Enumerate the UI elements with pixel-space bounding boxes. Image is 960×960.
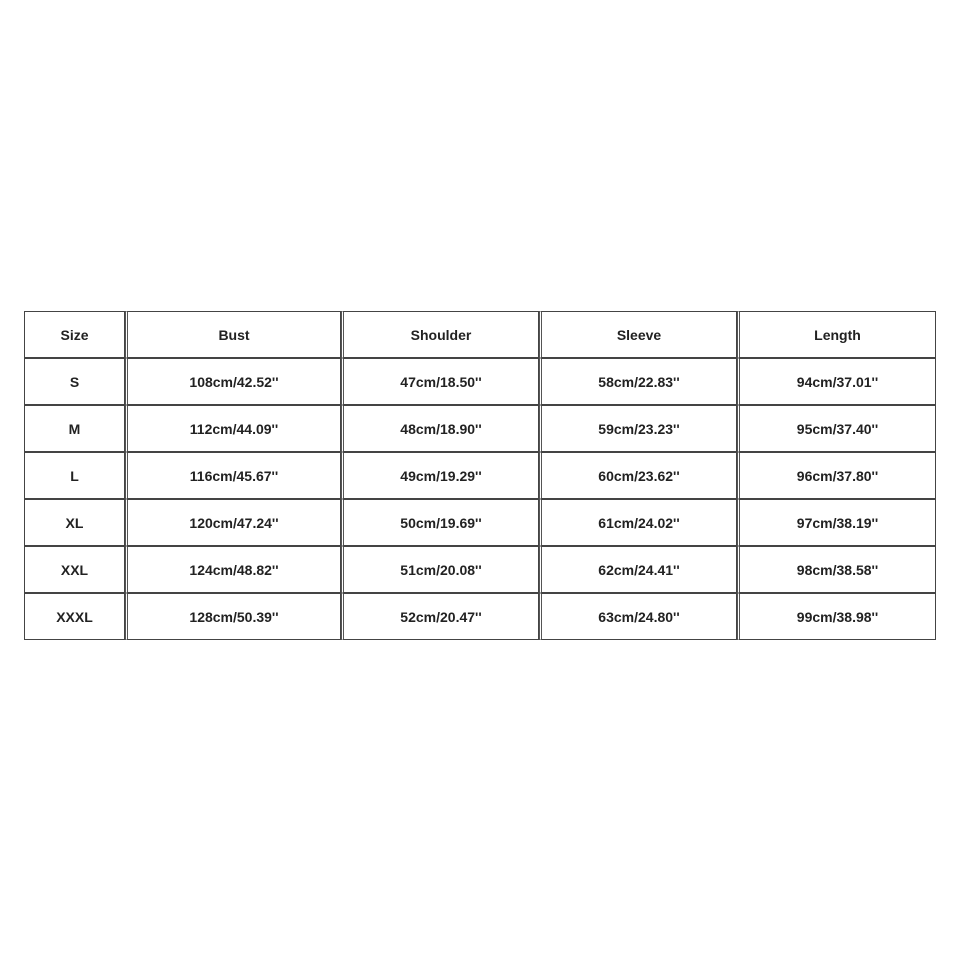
cell-length: 94cm/37.01'' (737, 358, 936, 405)
cell-size: M (24, 405, 125, 452)
cell-bust: 108cm/42.52'' (125, 358, 341, 405)
cell-sleeve: 59cm/23.23'' (539, 405, 737, 452)
table-row (24, 593, 936, 640)
table-row (24, 546, 936, 593)
table-row (24, 405, 936, 452)
header-bust: Bust (125, 311, 341, 358)
size-chart-table (24, 311, 936, 640)
cell-size: XXXL (24, 593, 125, 640)
cell-bust: 128cm/50.39'' (125, 593, 341, 640)
cell-bust: 120cm/47.24'' (125, 499, 341, 546)
header-sleeve: Sleeve (539, 311, 737, 358)
cell-size: L (24, 452, 125, 499)
cell-shoulder: 48cm/18.90'' (341, 405, 539, 452)
cell-sleeve: 58cm/22.83'' (539, 358, 737, 405)
header-size: Size (24, 311, 125, 358)
table-row (24, 499, 936, 546)
cell-length: 95cm/37.40'' (737, 405, 936, 452)
cell-shoulder: 51cm/20.08'' (341, 546, 539, 593)
cell-length: 96cm/37.80'' (737, 452, 936, 499)
table-row (24, 358, 936, 405)
table-row (24, 452, 936, 499)
cell-size: S (24, 358, 125, 405)
cell-sleeve: 62cm/24.41'' (539, 546, 737, 593)
cell-bust: 124cm/48.82'' (125, 546, 341, 593)
cell-bust: 116cm/45.67'' (125, 452, 341, 499)
cell-sleeve: 61cm/24.02'' (539, 499, 737, 546)
cell-sleeve: 63cm/24.80'' (539, 593, 737, 640)
cell-shoulder: 52cm/20.47'' (341, 593, 539, 640)
cell-size: XL (24, 499, 125, 546)
cell-sleeve: 60cm/23.62'' (539, 452, 737, 499)
cell-shoulder: 50cm/19.69'' (341, 499, 539, 546)
cell-bust: 112cm/44.09'' (125, 405, 341, 452)
cell-length: 99cm/38.98'' (737, 593, 936, 640)
cell-length: 97cm/38.19'' (737, 499, 936, 546)
header-shoulder: Shoulder (341, 311, 539, 358)
cell-shoulder: 49cm/19.29'' (341, 452, 539, 499)
cell-size: XXL (24, 546, 125, 593)
header-length: Length (737, 311, 936, 358)
table-header-row (24, 311, 936, 358)
cell-shoulder: 47cm/18.50'' (341, 358, 539, 405)
cell-length: 98cm/38.58'' (737, 546, 936, 593)
